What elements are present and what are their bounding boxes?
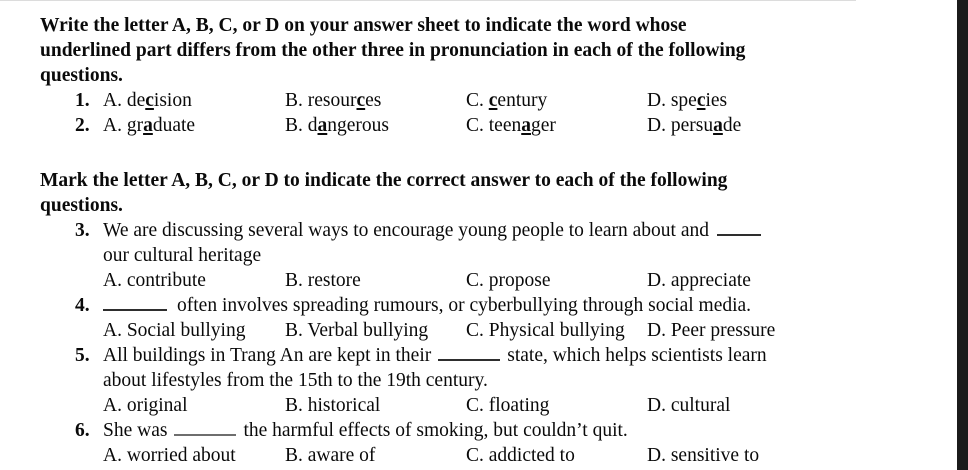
underlined-letter: a xyxy=(143,115,153,136)
question-1-option-b: B. resources xyxy=(285,90,382,111)
question-4-options-row xyxy=(103,318,954,343)
section1-heading-line-3: questions. xyxy=(40,65,123,86)
section-gap xyxy=(40,138,954,168)
question-6-option-d: D. sensitive to xyxy=(647,445,760,466)
section1-heading-line-1: Write the letter A, B, C, or D on your answer sheet to indicate the word whose xyxy=(40,15,687,36)
question-4-number: 4. xyxy=(75,295,90,316)
question-6-options-row xyxy=(103,443,954,468)
question-4-option-a: A. Social bullying xyxy=(103,320,246,341)
question-3-option-c: C. propose xyxy=(466,270,551,291)
question-1-row xyxy=(40,88,954,113)
question-3-option-a: A. contribute xyxy=(103,270,206,291)
question-2-option-a: A. graduate xyxy=(103,115,196,136)
document-content xyxy=(40,13,954,468)
question-5-option-d: D. cultural xyxy=(647,395,731,416)
scan-edge-bar xyxy=(957,0,968,470)
question-1-option-a: A. decision xyxy=(103,90,192,111)
underlined-letter: c xyxy=(488,90,498,111)
underlined-letter: a xyxy=(713,115,723,136)
underlined-letter: a xyxy=(317,115,328,136)
question-1-option-c: C. century xyxy=(466,90,548,111)
question-5-stem-line-1: 5. All buildings in Trang An are kept in their state, which helps scientists learn xyxy=(75,345,767,366)
question-2-option-d: D. persuade xyxy=(647,115,742,136)
question-6-option-c: C. addicted to xyxy=(466,445,575,466)
underlined-letter: c xyxy=(356,90,366,111)
blank-field xyxy=(174,420,236,436)
question-3-number: 3. xyxy=(75,220,90,241)
question-4-stem-line-1: 4. often involves spreading rumours, or cyberbullying through social media. xyxy=(75,295,752,316)
blank-field xyxy=(103,295,167,311)
question-3-option-b: B. restore xyxy=(285,270,361,291)
underlined-letter: a xyxy=(521,115,531,136)
question-3-option-d: D. appreciate xyxy=(647,270,751,291)
question-5-stem-line-2: about lifestyles from the 15th to the 19th century. xyxy=(103,370,488,391)
question-5-option-c: C. floating xyxy=(466,395,550,416)
question-3-stem-line-1: 3. We are discussing several ways to encourage young people to learn about and xyxy=(40,218,954,243)
question-4-option-d: D. Peer pressure xyxy=(647,320,776,341)
question-5-number: 5. xyxy=(75,345,90,366)
blank-field xyxy=(438,345,500,361)
question-2-number: 2. xyxy=(75,115,90,136)
question-2-option-c: C. teenager xyxy=(466,115,556,136)
scan-top-artifact-line xyxy=(0,0,856,1)
question-6-number: 6. xyxy=(75,420,90,441)
section1-heading-line-2: underlined part differs from the other three in pronunciation in each of the following xyxy=(40,40,746,61)
question-6-option-a: A. worried about xyxy=(103,445,236,466)
question-3-options-row xyxy=(103,268,954,293)
underlined-letter: c xyxy=(696,90,706,111)
question-4-option-b: B. Verbal bullying xyxy=(285,320,429,341)
question-6-option-b: B. aware of xyxy=(285,445,376,466)
question-2-row xyxy=(40,113,954,138)
question-5-options-row xyxy=(103,393,954,418)
blank-field xyxy=(717,220,761,236)
question-3-stem-line-2: our cultural heritage xyxy=(103,245,262,266)
question-1-option-d: D. species xyxy=(647,90,728,111)
question-1-number: 1. xyxy=(75,90,90,111)
underlined-letter: c xyxy=(145,90,154,111)
question-5-option-b: B. historical xyxy=(285,395,381,416)
section2-heading-line-1: Mark the letter A, B, C, or D to indicate the correct answer to each of the following xyxy=(40,170,728,191)
question-4-option-c: C. Physical bullying xyxy=(466,320,625,341)
section2-heading-line-2: questions. xyxy=(40,195,123,216)
question-2-option-b: B. dangerous xyxy=(285,115,390,136)
question-6-stem-line-1: 6. She was the harmful effects of smoking, but couldn’t quit. xyxy=(75,420,628,441)
question-5-option-a: A. original xyxy=(103,395,188,416)
